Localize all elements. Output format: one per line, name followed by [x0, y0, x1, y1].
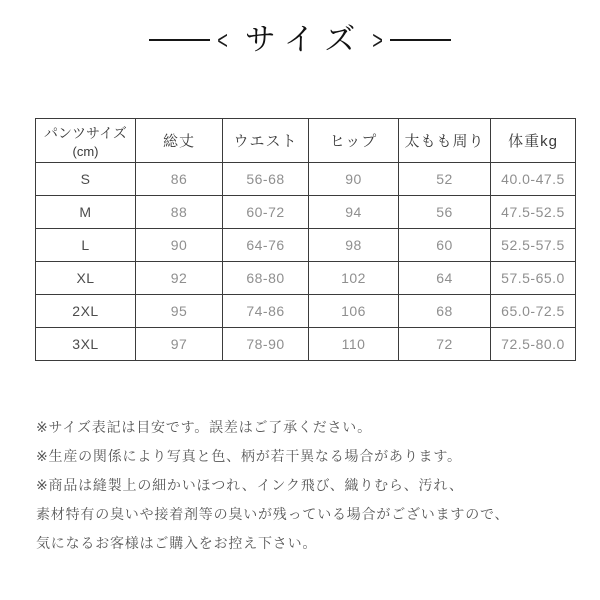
- column-header-label: パンツサイズ: [44, 124, 127, 141]
- note-line: ※商品は縫製上の細かいほつれ、インク飛び、織りむら、汚れ、: [36, 477, 464, 493]
- column-header-weight: [491, 119, 576, 163]
- value-cell: 65.0-72.5: [491, 295, 576, 328]
- value-cell: 68-80: [223, 262, 309, 295]
- column-header-unit: (cm): [72, 143, 99, 159]
- column-header-label: 体重kg: [508, 133, 558, 150]
- column-header-total-length: [136, 119, 223, 163]
- value-cell: 64: [399, 262, 491, 295]
- value-cell: 90: [136, 229, 223, 262]
- size-label-cell: 2XL: [36, 295, 136, 328]
- header-row: [36, 119, 576, 163]
- value-cell: 64-76: [223, 229, 309, 262]
- size-label-cell: 3XL: [36, 328, 136, 361]
- value-cell: 60: [399, 229, 491, 262]
- note-line: 素材特有の臭いや接着剤等の臭いが残っている場合がございますので、: [36, 506, 510, 522]
- title-right-line: [390, 39, 451, 41]
- value-cell: 95: [136, 295, 223, 328]
- notes-section: [36, 413, 509, 558]
- value-cell: 90: [309, 163, 399, 196]
- table-row: [36, 295, 576, 328]
- title-row: [0, 22, 600, 58]
- size-label-cell: L: [36, 229, 136, 262]
- value-cell: 106: [309, 295, 399, 328]
- column-header-label: ウエスト: [233, 133, 298, 150]
- column-header-thigh: [399, 119, 491, 163]
- value-cell: 97: [136, 328, 223, 361]
- value-cell: 88: [136, 196, 223, 229]
- size-table-head: [36, 119, 576, 163]
- value-cell: 102: [309, 262, 399, 295]
- value-cell: 72.5-80.0: [491, 328, 576, 361]
- value-cell: 92: [136, 262, 223, 295]
- value-cell: 56: [399, 196, 491, 229]
- column-header-waist: [223, 119, 309, 163]
- note-line: ※サイズ表記は目安です。誤差はご了承ください。: [36, 419, 372, 435]
- size-table: [35, 118, 576, 361]
- column-header-hip: [309, 119, 399, 163]
- table-row: [36, 262, 576, 295]
- title-left-line: [149, 39, 210, 41]
- note-line: 気になるお客様はご購入をお控え下さい。: [36, 535, 318, 551]
- table-row: [36, 328, 576, 361]
- value-cell: 47.5-52.5: [491, 196, 576, 229]
- left-angle-bracket-icon: <: [216, 24, 228, 55]
- value-cell: 94: [309, 196, 399, 229]
- value-cell: 110: [309, 328, 399, 361]
- page-title: サイズ: [244, 22, 366, 57]
- table-row: [36, 229, 576, 262]
- size-label-cell: XL: [36, 262, 136, 295]
- size-table-body: [36, 163, 576, 361]
- value-cell: 56-68: [223, 163, 309, 196]
- value-cell: 40.0-47.5: [491, 163, 576, 196]
- value-cell: 86: [136, 163, 223, 196]
- value-cell: 52: [399, 163, 491, 196]
- value-cell: 68: [399, 295, 491, 328]
- column-header-pants-size: [36, 119, 136, 163]
- note-line: ※生産の関係により写真と色、柄が若干異なる場合があります。: [36, 448, 462, 464]
- size-label-cell: M: [36, 196, 136, 229]
- right-angle-bracket-icon: >: [372, 24, 384, 55]
- size-label-cell: S: [36, 163, 136, 196]
- value-cell: 78-90: [223, 328, 309, 361]
- value-cell: 72: [399, 328, 491, 361]
- table-row: [36, 196, 576, 229]
- column-header-label: 太もも周り: [404, 133, 485, 150]
- value-cell: 74-86: [223, 295, 309, 328]
- value-cell: 98: [309, 229, 399, 262]
- column-header-label: 総丈: [162, 133, 195, 150]
- value-cell: 52.5-57.5: [491, 229, 576, 262]
- value-cell: 57.5-65.0: [491, 262, 576, 295]
- table-row: [36, 163, 576, 196]
- column-header-label: ヒップ: [329, 133, 378, 150]
- value-cell: 60-72: [223, 196, 309, 229]
